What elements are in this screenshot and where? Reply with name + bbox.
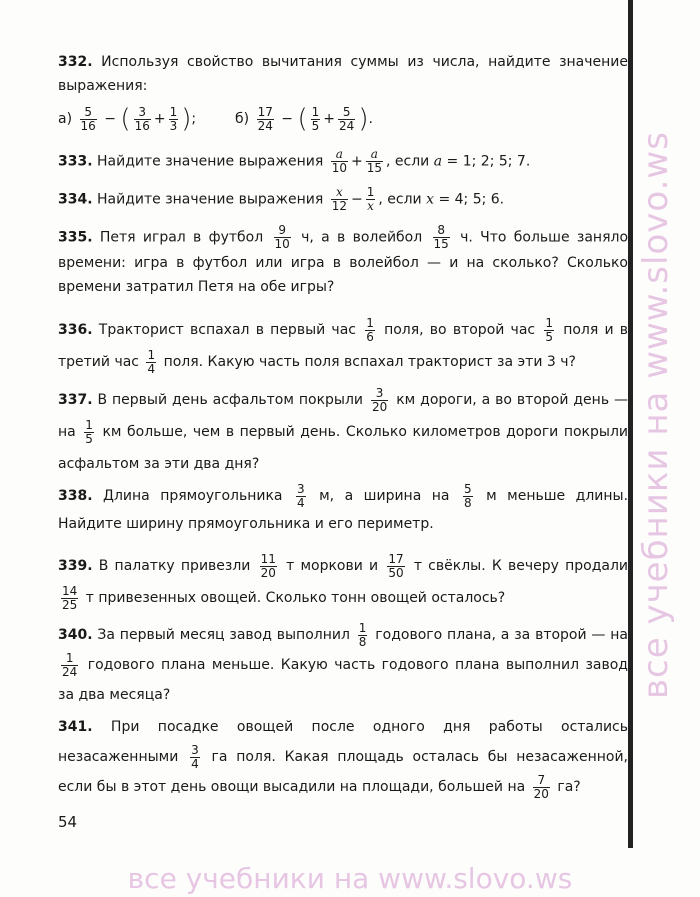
fraction: $\frac{1}{24}$ [62,650,78,679]
problem-337: 337. В первый день асфальтом покрыли $\frac{3}{20}$ км дороги, а во второй день — на $\frac{1}{5}$ км больше, чем в первый день. Сколько километров дороги покрыли асфальтом за эти два дня? [58,385,629,472]
problem-332: 332. Используя свойство вычитания суммы из числа, найдите значение выражения: а) $\frac{5}{16}$ − ( $\frac{3}{16}$ + $\frac{1}{3}$ ); б) $\frac{17}{24}$ − ( $\frac{1}{5}$ + $\frac{5}{24}$ ). [58,54,629,134]
fraction: $\frac{14}{25}$ [62,583,78,612]
fraction: $\frac{1}{5}$ [545,315,553,344]
problem-number: 333. [58,153,93,170]
fraction: $\frac{3}{4}$ [191,742,199,771]
fraction: $\frac{17}{24}$ [257,104,273,133]
problem-number: 334. [58,191,93,208]
fraction: $\frac{11}{20}$ [260,551,276,580]
problem-341: 341. При посадке овощей после одного дня работы остались незасаженными $\frac{3}{4}$ га поля. Какая площадь осталась бы незасаженной, если бы в этот день овощи высадили на площади, большей на $\frac{7}{20}$ га? [58,719,629,801]
fraction: $\frac{7}{20}$ [533,772,549,801]
side-watermark: все учебники на www.slovo.ws [636,131,676,699]
fraction: $\frac{3}{4}$ [297,481,305,510]
problem-text: Используя свойство вычитания суммы из числа, найдите значение выражения: [58,54,629,94]
fraction: $\frac{a}{15}$ [366,147,382,175]
fraction: $\frac{8}{15}$ [433,223,449,251]
fraction: $\frac{x}{12}$ [331,185,347,213]
fraction: $\frac{1}{3}$ [169,104,178,133]
problem-333: 333. Найдите значение выражения $\frac{a}{10}$ + $\frac{a}{15}$ , если a = 1; 2; 5; 7. [58,147,531,175]
problem-335: 335. Петя играл в футбол $\frac{9}{10}$ ч, а в волейбол $\frac{8}{15}$ ч. Что больше заняло времени: игра в футбол или игра в волейбол — и на сколько? Сколько времени затратил Петя на обе игры? [58,223,629,295]
problem-number: 335. [58,229,93,246]
fraction: $\frac{1}{4}$ [147,347,156,376]
fraction: $\frac{9}{10}$ [274,223,290,251]
problem-number: 339. [58,558,93,574]
fraction: $\frac{1}{5}$ [85,417,93,446]
problem-339: 339. В палатку привезли $\frac{11}{20}$ т моркови и $\frac{17}{50}$ т свёклы. К вечеру продали $\frac{14}{25}$ т привезенных овощей. Сколько тонн овощей осталось? [58,551,629,612]
problem-340: 340. За первый месяц завод выполнил $\frac{1}{8}$ годового плана, а за второй — на $\frac{1}{24}$ годового плана меньше. Какую часть годового плана выполнил завод за два месяца? [58,620,629,703]
fraction: $\frac{1}{6}$ [366,315,374,344]
fraction: $\frac{17}{50}$ [388,551,404,580]
problem-338: 338. Длина прямоугольника $\frac{3}{4}$ м, а ширина на $\frac{5}{8}$ м меньше длины. Найдите ширину прямоугольника и его периметр. [58,481,629,532]
page-number: 54 [58,813,78,831]
fraction: $\frac{3}{20}$ [371,385,388,414]
fraction: $\frac{3}{16}$ [134,104,150,133]
fraction: $\frac{5}{8}$ [464,481,472,510]
problem-number: 340. [58,627,93,643]
problem-number: 332. [58,54,93,70]
item-b-label: б) [235,111,250,127]
fraction: $\frac{1}{x}$ [366,185,375,213]
fraction: $\frac{5}{16}$ [80,104,96,133]
problem-number: 337. [58,392,93,408]
page-edge-rule [628,0,633,848]
problem-number: 336. [58,322,93,338]
fraction: $\frac{5}{24}$ [339,104,355,133]
item-a-label: а) [58,111,73,127]
problem-text: Найдите значение выражения [97,153,324,170]
problem-number: 338. [58,488,93,504]
fraction: $\frac{a}{10}$ [331,147,347,175]
fraction: $\frac{1}{5}$ [311,104,320,133]
problem-text: Найдите значение выражения [97,191,324,208]
bottom-watermark: все учебники на www.slovo.ws [127,862,573,895]
problem-334: 334. Найдите значение выражения $\frac{x}{12}$ − $\frac{1}{x}$ , если x = 4; 5; 6. [58,185,505,213]
problem-336: 336. Тракторист вспахал в первый час $\frac{1}{6}$ поля, во второй час $\frac{1}{5}$ поля и в третий час $\frac{1}{4}$ поля. Какую часть поля вспахал тракторист за эти 3 ч? [58,315,629,376]
fraction: $\frac{1}{8}$ [358,620,367,649]
problem-number: 341. [58,719,93,735]
